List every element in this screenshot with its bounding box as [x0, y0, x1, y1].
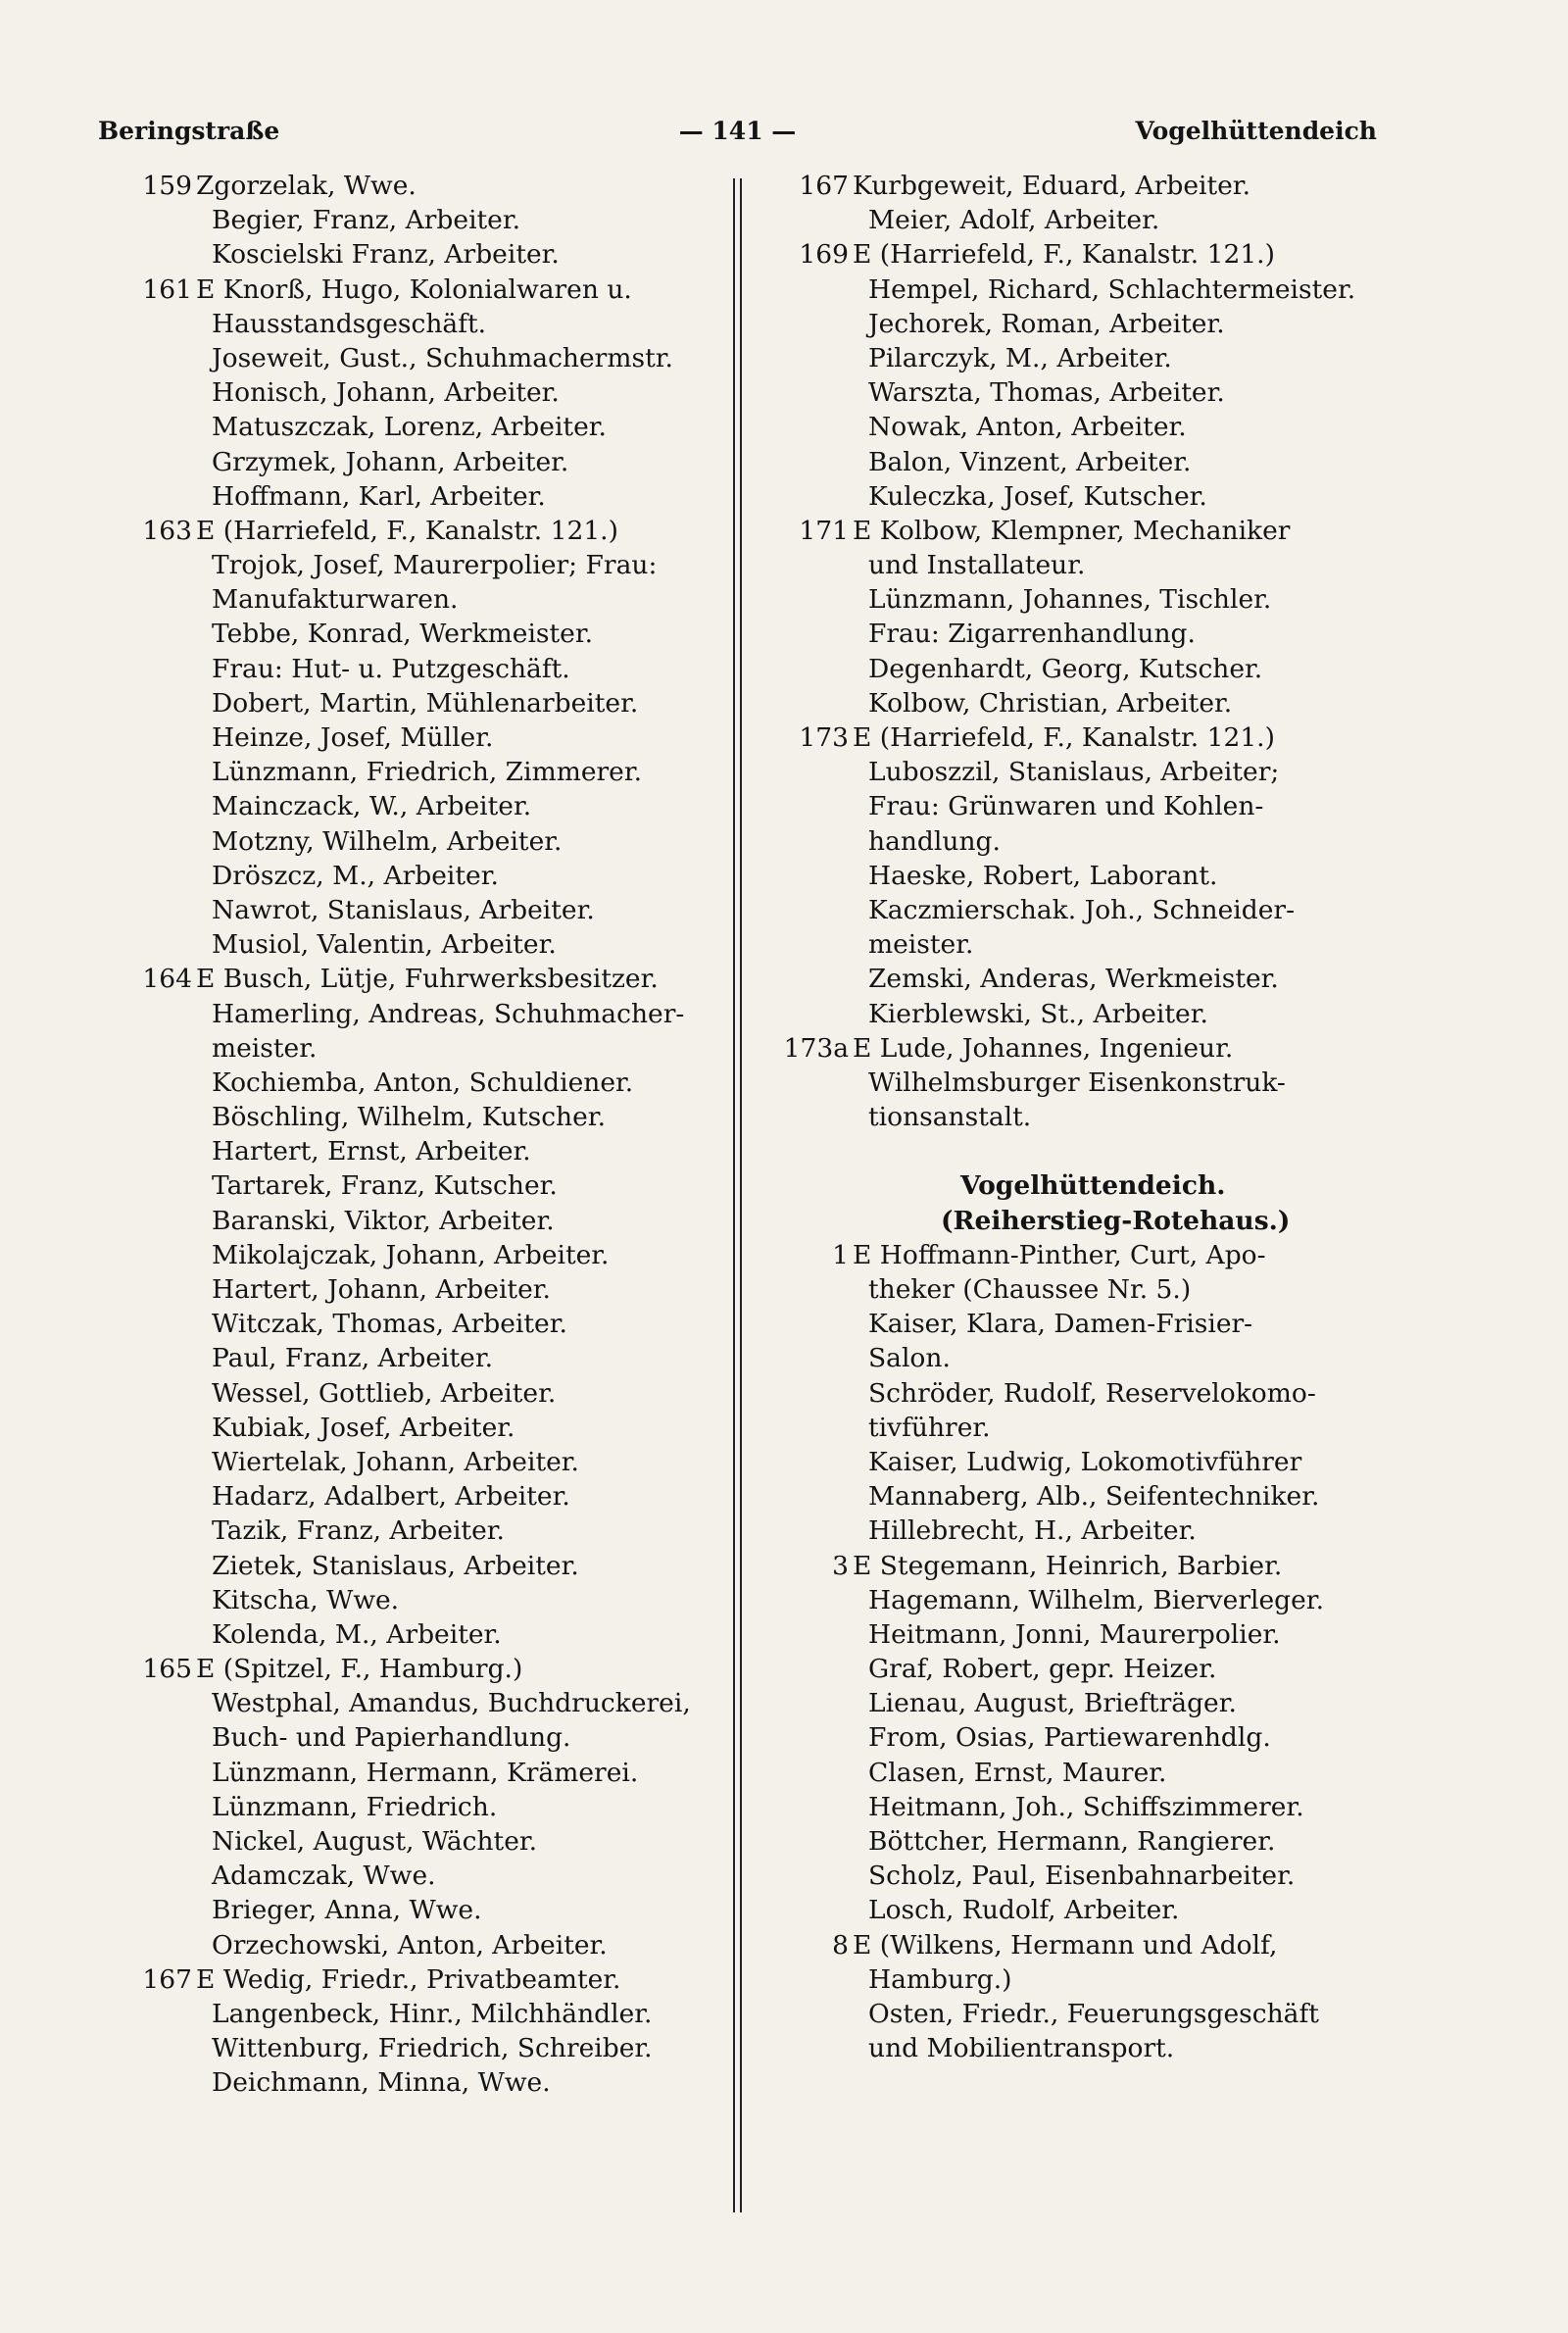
- entry-text: Kaiser, Ludwig, Lokomotivführer: [868, 1446, 1302, 1477]
- directory-entry: [755, 1100, 1401, 1134]
- directory-entry: [755, 1204, 1401, 1238]
- directory-entry: [755, 1859, 1401, 1893]
- entry-text: Balon, Vinzent, Arbeiter.: [868, 446, 1192, 477]
- house-number: 1: [832, 1239, 849, 1270]
- entry-text: Kitscha, Wwe.: [212, 1584, 400, 1615]
- entry-text: Grzymek, Johann, Arbeiter.: [212, 446, 569, 477]
- directory-entry: [98, 445, 725, 479]
- directory-entry: [755, 1445, 1401, 1479]
- entry-text: E Stegemann, Heinrich, Barbier.: [853, 1550, 1283, 1581]
- directory-entry: [98, 1962, 725, 1997]
- entry-text: Motzny, Wilhelm, Arbeiter.: [212, 825, 563, 857]
- entry-text: Brieger, Anna, Wwe.: [212, 1895, 482, 1926]
- entry-text: theker (Chaussee Nr. 5.): [868, 1274, 1192, 1305]
- entry-text: Honisch, Johann, Arbeiter.: [212, 377, 560, 409]
- entry-text: Warszta, Thomas, Arbeiter.: [868, 377, 1225, 409]
- directory-entry: [98, 1411, 725, 1445]
- entry-text: Kierblewski, St., Arbeiter.: [868, 998, 1208, 1029]
- entry-text: Wessel, Gottlieb, Arbeiter.: [212, 1377, 557, 1409]
- house-number: 159: [142, 171, 192, 201]
- directory-entry: [98, 1376, 725, 1411]
- entry-text: Tazik, Franz, Arbeiter.: [212, 1515, 505, 1547]
- directory-entry: [755, 893, 1401, 927]
- entry-text: Kaiser, Klara, Damen-Frisier-: [868, 1309, 1253, 1340]
- directory-entry: [755, 2031, 1401, 2065]
- directory-entry: [755, 273, 1401, 307]
- entry-text: Wiertelak, Johann, Arbeiter.: [212, 1446, 579, 1477]
- directory-entry: [98, 1756, 725, 1790]
- directory-entry: [98, 1479, 725, 1514]
- directory-entry: [755, 927, 1401, 962]
- entry-text: Haeske, Robert, Laborant.: [868, 860, 1218, 891]
- entry-text: Clasen, Ernst, Maurer.: [868, 1757, 1167, 1788]
- directory-entry: [98, 1272, 725, 1307]
- house-number: 164: [142, 964, 192, 995]
- entry-text: Orzechowski, Anton, Arbeiter.: [212, 1929, 608, 1961]
- directory-entry: [98, 1652, 725, 1686]
- entry-text: Witczak, Thomas, Arbeiter.: [212, 1309, 567, 1340]
- house-number: 167: [142, 1963, 192, 1995]
- directory-entry: [755, 341, 1401, 375]
- entry-text: Begier, Franz, Arbeiter.: [212, 205, 521, 236]
- entry-text: Lünzmann, Hermann, Krämerei.: [212, 1757, 639, 1788]
- entry-text: E Hoffmann-Pinther, Curt, Apo-: [853, 1239, 1266, 1270]
- page-number: — 141 —: [678, 117, 797, 145]
- entry-text: Wilhelmsburger Eisenkonstruk-: [868, 1067, 1286, 1098]
- directory-entry: [755, 1893, 1401, 1927]
- entry-text: Hausstandsgeschäft.: [212, 308, 487, 339]
- directory-entry: [98, 548, 725, 582]
- entry-text: Dobert, Martin, Mühlenarbeiter.: [212, 687, 639, 719]
- entry-text: E (Harriefeld, F., Kanalstr. 121.): [853, 722, 1275, 753]
- entry-text: Böschling, Wilhelm, Kutscher.: [212, 1102, 606, 1133]
- entry-text: Joseweit, Gust., Schuhmachermstr.: [212, 342, 673, 373]
- directory-entry: [98, 789, 725, 823]
- directory-entry: [98, 1859, 725, 1893]
- entry-text: Losch, Rudolf, Arbeiter.: [868, 1895, 1180, 1926]
- directory-entry: [98, 1238, 725, 1272]
- entry-text: Lünzmann, Friedrich.: [212, 1791, 498, 1822]
- entry-text: E Wedig, Friedr., Privatbeamter.: [196, 1963, 621, 1995]
- directory-entry: [98, 2065, 725, 2100]
- directory-entry: [98, 1997, 725, 2031]
- entry-text: Manufakturwaren.: [212, 584, 459, 616]
- entry-text: E (Harriefeld, F., Kanalstr. 121.): [853, 239, 1275, 271]
- directory-entry: [98, 375, 725, 410]
- house-number: 173: [799, 722, 849, 753]
- entry-text: Paul, Franz, Arbeiter.: [212, 1343, 493, 1374]
- entry-text: E Kolbow, Klempner, Mechaniker: [853, 515, 1291, 546]
- directory-entry: [98, 1824, 725, 1859]
- directory-entry: [755, 824, 1401, 859]
- directory-entry: [98, 755, 725, 789]
- directory-entry: [98, 1720, 725, 1755]
- entry-text: Wittenburg, Friedrich, Schreiber.: [212, 2033, 653, 2064]
- entry-text: Deichmann, Minna, Wwe.: [212, 2067, 551, 2099]
- entry-text: Hoffmann, Karl, Arbeiter.: [212, 480, 546, 512]
- right-column: [755, 169, 1401, 2065]
- entry-text: Koscielski Franz, Arbeiter.: [212, 239, 560, 271]
- entry-text: Lünzmann, Friedrich, Zimmerer.: [212, 757, 643, 788]
- header-street-left: Beringstraße: [98, 117, 280, 145]
- entry-text: Mannaberg, Alb., Seifentechniker.: [868, 1481, 1320, 1513]
- house-number: 8: [832, 1929, 849, 1961]
- entry-text: Böttcher, Hermann, Rangierer.: [868, 1826, 1276, 1857]
- entry-text: Zietek, Stanislaus, Arbeiter.: [212, 1550, 579, 1581]
- entry-text: und Mobilientransport.: [868, 2033, 1175, 2064]
- entry-text: Hamerling, Andreas, Schuhmacher-: [212, 998, 685, 1029]
- page-header: [98, 110, 1377, 153]
- entry-text: Mikolajczak, Johann, Arbeiter.: [212, 1239, 610, 1270]
- directory-entry: [98, 893, 725, 927]
- entry-text: From, Osias, Partiewarenhdlg.: [868, 1722, 1271, 1754]
- entry-text: tivführer.: [868, 1412, 991, 1443]
- directory-entry: [755, 1168, 1401, 1203]
- directory-entry: [755, 1307, 1401, 1341]
- column-divider: [733, 178, 742, 2212]
- entry-text: Westphal, Amandus, Buchdruckerei,: [212, 1688, 691, 1719]
- house-number: 165: [142, 1654, 192, 1685]
- directory-entry: [755, 307, 1401, 341]
- directory-entry: [98, 1031, 725, 1066]
- directory-entry: [755, 1686, 1401, 1720]
- directory-entry: [98, 2031, 725, 2065]
- directory-entry: [98, 1445, 725, 1479]
- entry-text: E (Spitzel, F., Hamburg.): [196, 1654, 523, 1685]
- entry-text: Graf, Robert, gepr. Heizer.: [868, 1654, 1217, 1685]
- entry-text: Lienau, August, Briefträger.: [868, 1688, 1237, 1719]
- entry-text: und Installateur.: [868, 550, 1086, 581]
- entry-text: Frau: Hut- u. Putzgeschäft.: [212, 653, 570, 684]
- directory-entry: [98, 479, 725, 514]
- entry-text: Nawrot, Stanislaus, Arbeiter.: [212, 894, 595, 925]
- directory-entry: [755, 1617, 1401, 1652]
- directory-entry: [98, 237, 725, 272]
- directory-entry: [755, 652, 1401, 686]
- entry-text: Trojok, Josef, Maurerpolier; Frau:: [212, 550, 658, 581]
- directory-entry: [98, 514, 725, 548]
- directory-entry: [98, 1134, 725, 1168]
- entry-text: Pilarczyk, M., Arbeiter.: [868, 342, 1172, 373]
- entry-text: Frau: Grünwaren und Kohlen-: [868, 791, 1264, 822]
- entry-text: E (Wilkens, Hermann und Adolf,: [853, 1929, 1278, 1961]
- left-column: [98, 169, 725, 2101]
- house-number: 3: [832, 1550, 849, 1581]
- house-number: 167: [799, 171, 849, 201]
- directory-entry: [98, 927, 725, 962]
- entry-text: Mainczack, W., Arbeiter.: [212, 791, 532, 822]
- entry-text: Scholz, Paul, Eisenbahnarbeiter.: [868, 1861, 1296, 1892]
- directory-entry: [755, 445, 1401, 479]
- directory-entry: [755, 1790, 1401, 1824]
- directory-entry: [755, 720, 1401, 755]
- directory-entry: [755, 617, 1401, 651]
- entry-text: Buch- und Papierhandlung.: [212, 1722, 571, 1754]
- entry-text: Heitmann, Joh., Schiffszimmerer.: [868, 1791, 1304, 1822]
- directory-entry: [755, 1928, 1401, 1962]
- directory-entry: [98, 824, 725, 859]
- directory-entry: [98, 1893, 725, 1927]
- entry-text: Lünzmann, Johannes, Tischler.: [868, 584, 1272, 616]
- entry-text: Hartert, Ernst, Arbeiter.: [212, 1136, 531, 1167]
- directory-entry: [98, 1549, 725, 1583]
- entry-text: Hartert, Johann, Arbeiter.: [212, 1274, 551, 1305]
- entry-text: meister.: [212, 1032, 318, 1064]
- directory-entry: [755, 1756, 1401, 1790]
- directory-entry: [755, 1238, 1401, 1272]
- entry-text: Kochiemba, Anton, Schuldiener.: [212, 1067, 634, 1098]
- entry-text: Kubiak, Josef, Arbeiter.: [212, 1412, 515, 1443]
- directory-entry: [98, 962, 725, 996]
- directory-entry: [755, 514, 1401, 548]
- directory-entry: [755, 203, 1401, 237]
- directory-entry: [98, 1790, 725, 1824]
- directory-entry: [755, 1066, 1401, 1100]
- entry-text: E Busch, Lütje, Fuhrwerksbesitzer.: [196, 964, 659, 995]
- directory-entry: [98, 203, 725, 237]
- entry-text: Musiol, Valentin, Arbeiter.: [212, 929, 557, 961]
- house-number: 161: [142, 273, 192, 305]
- house-number: 171: [799, 515, 849, 546]
- directory-entry: [755, 1997, 1401, 2031]
- directory-entry: [755, 1031, 1401, 1066]
- entry-text: Hagemann, Wilhelm, Bierverleger.: [868, 1584, 1324, 1615]
- directory-entry: [98, 1686, 725, 1720]
- directory-entry: [755, 1514, 1401, 1548]
- directory-entry: [755, 686, 1401, 720]
- directory-entry: [98, 1341, 725, 1375]
- house-number: 163: [142, 515, 192, 546]
- directory-entry: [98, 307, 725, 341]
- directory-entry: [98, 1617, 725, 1652]
- entry-text: Heitmann, Jonni, Maurerpolier.: [868, 1618, 1281, 1650]
- directory-entry: [98, 652, 725, 686]
- entry-text: Hamburg.): [868, 1963, 1012, 1995]
- directory-entry: [98, 169, 725, 203]
- street-subheading: (Reiherstieg-Rotehaus.): [941, 1205, 1291, 1236]
- entry-text: Zgorzelak, Wwe.: [196, 171, 416, 201]
- entry-text: Hempel, Richard, Schlachtermeister.: [868, 273, 1356, 305]
- directory-entry: [98, 410, 725, 444]
- directory-entry: [755, 169, 1401, 203]
- entry-text: E Knorß, Hugo, Kolonialwaren u.: [196, 273, 632, 305]
- entry-text: Langenbeck, Hinr., Milchhändler.: [212, 1998, 653, 2029]
- entry-text: Frau: Zigarrenhandlung.: [868, 619, 1196, 650]
- directory-entry: [755, 1411, 1401, 1445]
- directory-entry: [98, 1204, 725, 1238]
- directory-entry: [98, 1168, 725, 1203]
- directory-entry: [755, 859, 1401, 893]
- house-number: 169: [799, 239, 849, 271]
- entry-text: E Lude, Johannes, Ingenieur.: [853, 1032, 1234, 1064]
- directory-entry: [98, 1583, 725, 1617]
- directory-entry: [755, 997, 1401, 1031]
- directory-entry: [755, 789, 1401, 823]
- entry-text: Zemski, Anderas, Werkmeister.: [868, 964, 1279, 995]
- directory-entry: [755, 1272, 1401, 1307]
- directory-entry: [755, 1376, 1401, 1411]
- directory-entry: [755, 1341, 1401, 1375]
- directory-entry: [755, 755, 1401, 789]
- directory-entry: [755, 1962, 1401, 1997]
- entry-text: Kuleczka, Josef, Kutscher.: [868, 480, 1207, 512]
- entry-text: Tartarek, Franz, Kutscher.: [212, 1170, 558, 1202]
- directory-entry: [755, 582, 1401, 617]
- directory-entry: [98, 859, 725, 893]
- entry-text: Jechorek, Roman, Arbeiter.: [868, 308, 1225, 339]
- street-heading: Vogelhüttendeich.: [960, 1170, 1226, 1202]
- directory-entry: [755, 548, 1401, 582]
- directory-entry: [98, 1066, 725, 1100]
- entry-text: Kaczmierschak. Joh., Schneider-: [868, 894, 1296, 925]
- entry-text: Nickel, August, Wächter.: [212, 1826, 538, 1857]
- entry-text: Hillebrecht, H., Arbeiter.: [868, 1515, 1197, 1547]
- entry-text: Baranski, Viktor, Arbeiter.: [212, 1205, 555, 1236]
- entry-text: Kolbow, Christian, Arbeiter.: [868, 687, 1233, 719]
- directory-entry: [98, 582, 725, 617]
- directory-entry: [755, 1720, 1401, 1755]
- directory-entry: [755, 237, 1401, 272]
- entry-text: Salon.: [868, 1343, 951, 1374]
- directory-entry: [755, 479, 1401, 514]
- directory-entry: [98, 273, 725, 307]
- directory-entry: [755, 1479, 1401, 1514]
- directory-entry: [755, 1549, 1401, 1583]
- entry-text: Degenhardt, Georg, Kutscher.: [868, 653, 1263, 684]
- directory-entry: [98, 1100, 725, 1134]
- directory-entry: [755, 1824, 1401, 1859]
- entry-text: Dröszcz, M., Arbeiter.: [212, 860, 499, 891]
- entry-text: Heinze, Josef, Müller.: [212, 722, 494, 753]
- directory-entry: [98, 1307, 725, 1341]
- entry-text: meister.: [868, 929, 974, 961]
- entry-text: Luboszzil, Stanislaus, Arbeiter;: [868, 757, 1280, 788]
- directory-entry: [98, 1928, 725, 1962]
- directory-entry: [755, 1583, 1401, 1617]
- directory-entry: [755, 375, 1401, 410]
- directory-entry: [98, 720, 725, 755]
- directory-entry: [98, 341, 725, 375]
- entry-text: Hadarz, Adalbert, Arbeiter.: [212, 1481, 570, 1513]
- entry-text: Kurbgeweit, Eduard, Arbeiter.: [853, 171, 1250, 201]
- entry-text: tionsanstalt.: [868, 1102, 1032, 1133]
- entry-text: Adamczak, Wwe.: [212, 1861, 436, 1892]
- entry-text: Kolenda, M., Arbeiter.: [212, 1618, 502, 1650]
- entry-text: Nowak, Anton, Arbeiter.: [868, 412, 1187, 443]
- header-street-right: Vogelhüttendeich: [1135, 117, 1377, 145]
- entry-text: Schröder, Rudolf, Reservelokomo-: [868, 1377, 1316, 1409]
- entry-text: Osten, Friedr., Feuerungsgeschäft: [868, 1998, 1319, 2029]
- directory-entry: [755, 1134, 1401, 1168]
- entry-text: Tebbe, Konrad, Werkmeister.: [212, 619, 594, 650]
- directory-entry: [98, 686, 725, 720]
- entry-text: E (Harriefeld, F., Kanalstr. 121.): [196, 515, 618, 546]
- directory-entry: [755, 1652, 1401, 1686]
- directory-entry: [755, 410, 1401, 444]
- directory-entry: [98, 1514, 725, 1548]
- house-number: 173a: [783, 1032, 849, 1064]
- entry-text: Matuszczak, Lorenz, Arbeiter.: [212, 412, 607, 443]
- directory-entry: [98, 997, 725, 1031]
- entry-text: handlung.: [868, 825, 1001, 857]
- directory-entry: [98, 617, 725, 651]
- entry-text: Meier, Adolf, Arbeiter.: [868, 205, 1160, 236]
- directory-entry: [755, 962, 1401, 996]
